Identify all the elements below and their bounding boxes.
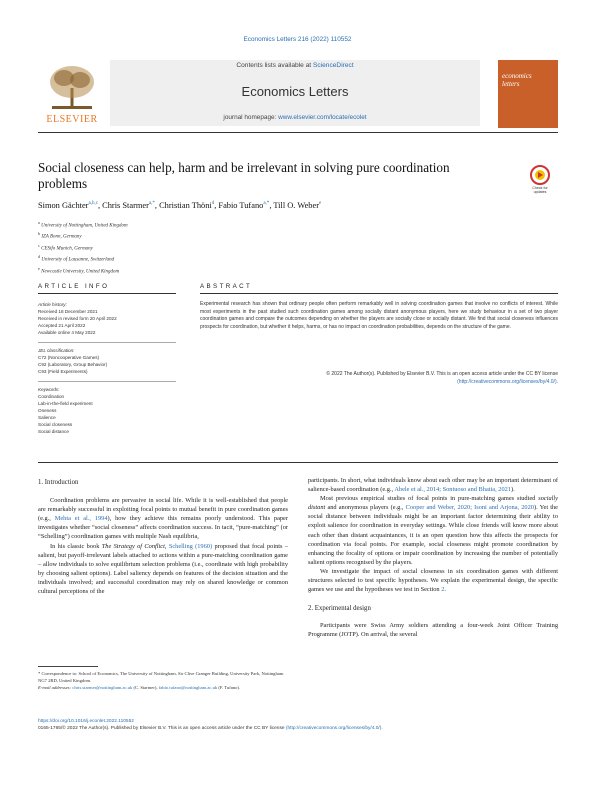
keyword: Coordination [38,394,65,399]
design-paragraph-1: Participants were Swiss Army soldiers attending a four-week Joint Officer Training Programme (JOTP). On arrival, the several [308,622,558,639]
citation-line[interactable]: Economics Letters 216 (2022) 110552 [243,36,352,43]
doi-link[interactable]: https://doi.org/10.1016/j.econlet.2022.110552 [38,719,134,724]
author-name[interactable]: Till O. Weber [273,201,319,210]
abstract-copyright: © 2022 The Author(s). Published by Elsevier B.V. This is an open access article under the CC BY license (http://creativecommons.org/licenses/by/4.0/). [326,371,558,385]
license-link[interactable]: (http://creativecommons.org/licenses/by/4.0/). [457,378,558,385]
keyword: Social distance [38,429,69,434]
abstract-heading: ABSTRACT [200,283,253,290]
right-paragraph-3: We investigate the impact of social closeness in six coordination games with different structures selected to test specific hypotheses. We explain the experimental design, the specific games we use and the hypotheses we test in Section 2. [308,567,558,594]
keyword: Oneness [38,408,57,413]
page-footer: https://doi.org/10.1016/j.econlet.2022.110552 0165-1765/© 2022 The Author(s). Published by Elsevier B.V. This is an open access article under the CC BY license (http://creativecommons.org/licenses/by/4.0/). [38,718,558,733]
correspondence-footnote: * Correspondence to: School of Economics, The University of Nottingham, Sir Clive Granger Building, University Park, Nottingham NG7 2RD, United Kingdom. E-mail addresses: chris.starmer@nottingham.ac.uk (C. Starmer), fabio.tufano@nottingham.ac.uk (F. Tufano). [38,671,284,690]
history-label: Article history: [38,302,67,307]
abstract-rule [200,293,558,294]
publisher-logo-text: ELSEVIER [46,114,98,125]
right-paragraph-1: participants. In short, what individuals know about each other may be an important determinant of salience-based coordination (e.g., Abele et al., 2014; Sontuoso and Bhatia, 2021). [308,477,558,494]
abstract-text: Experimental research has shown that ordinary people often perform remarkably well in solving coordination games that involve no conflicts of interest. While most experiments in the past studied such coordination games among socially distant anonymous players, here we study behaviour in a set of two player coordination games and compare the outcomes depending on whether the players are socially close or socially distant. We find that social closeness influences prospects for coordination, but whether it helps, harms, or has no impact on coordination probabilities, depends on the structure of the game. [200,301,558,330]
author-name[interactable]: Christian Thöni [159,201,212,210]
intro-heading: 1. Introduction [38,479,79,486]
cover-title: economics letters [502,72,532,88]
affiliation: $^e$ Newcastle University, United Kingdom [38,265,120,275]
journal-cover [498,60,558,128]
body-left-column [38,478,288,596]
affiliation: $^a$ University of Nottingham, United Kingdom [38,220,128,229]
contents-prefix: Contents lists available at [236,62,312,69]
author-name[interactable]: Simon Gächter [38,201,89,210]
affiliation: $^b$ IZA Bonn, Germany [38,231,82,241]
author-name[interactable]: Fabio Tufano [218,201,264,210]
body-rule [38,462,558,463]
contents-line [110,62,480,69]
footer-license-link[interactable]: (http://creativecommons.org/licenses/by/4.0/). [285,726,383,732]
keyword: Social closeness [38,422,73,427]
footnote-rule [38,666,98,667]
keyword: Salience [38,415,56,420]
affiliations [38,219,338,276]
svg-text:Check for: Check for [532,186,548,190]
paper-title: Social closeness can help, harm and be irrelevant in solving pure coordination problems [38,160,450,191]
intro-paragraph-1: Coordination problems are pervasive in social life. While it is well-established that people are remarkably successful in exploiting focal points to mutual benefit in pure coordination games (e.g., Mehta et al., 1994), how they achieve this remains poorly understood. This paper investigates whether “social closeness” affects coordination success. In tacit, “pure-matching” (or “Schelling”) coordination games with multiple Nash equilibria, [38,497,288,541]
sciencedirect-link[interactable]: ScienceDirect [312,62,354,69]
check-for-updates-icon[interactable] [527,164,553,194]
article-info: Article history: Received 18 December 2021 Received in revised form 20 April 2022 Accepted 21 April 2022 Available online 4 May 2022 JEL classification: C72 (Noncooperative Games) C92 (Laboratory, Group Behavior) C93 (Field Experiments) Keywords: Coordination Lab-in-the-field experiment Oneness Salience Social closeness Social distance [38,301,176,435]
svg-text:updates: updates [533,190,547,194]
info-rule [38,293,176,294]
header-rule [38,132,558,133]
keyword: Lab-in-the-field experiment [38,401,93,406]
author-name[interactable]: Chris Starmer [102,201,149,210]
article-info-heading: ARTICLE INFO [38,283,110,290]
design-heading: 2. Experimental design [308,605,371,613]
intro-paragraph-2: In his classic book The Strategy of Conflict, Schelling (1960) proposed that focal points – salient, but payoff-irrelevant labels attached to actions within a pure-matching coordination game – allow individuals to solve equilibrium selection problems (i.e., coordinate with high probability by choosing salient options). Label saliency depends on features of the decision situation and the individuals involved; and successful coordination may rely on shared knowledge or common cultural perceptions of the [38,542,289,596]
affiliation: $^d$ University of Lausanne, Switzerland [38,254,115,264]
homepage-link[interactable]: www.elsevier.com/locate/ecolet [278,114,367,121]
homepage-prefix: journal homepage: [223,114,277,121]
homepage-line [110,114,480,121]
body-right-column [308,476,558,640]
keywords-label: Keywords: [38,387,60,392]
journal-title: Economics Letters [241,84,349,99]
right-paragraph-2: Most previous empirical studies of focal points in pure-matching games studied socially distant and anonymous players (e.g., Cooper and Weber, 2020; Isoni and Arjona, 2020). Yet the social distance between individuals might be an important factor determining their ability to exploit salience for coordination in everyday settings. While close friends will know more about each other than distant acquaintances, it is an open question how this affects the prospects for coordination via focal points. For example, social closeness might promote coordination by enhancing the focality of options or impair coordination by increasing the number of potentially salient options recognised by the players. [308,495,558,566]
jel-label: JEL classification: [38,348,75,353]
affiliation: $^c$ CESifo Munich, Germany [38,242,93,252]
author-list: Simon Gächter$^{a,b,c}$, Chris Starmer$^{a,*}$, Christian Thöni$^d$, Fabio Tufano$^{a,*}$, Till O. Weber$^e$ [38,201,322,210]
